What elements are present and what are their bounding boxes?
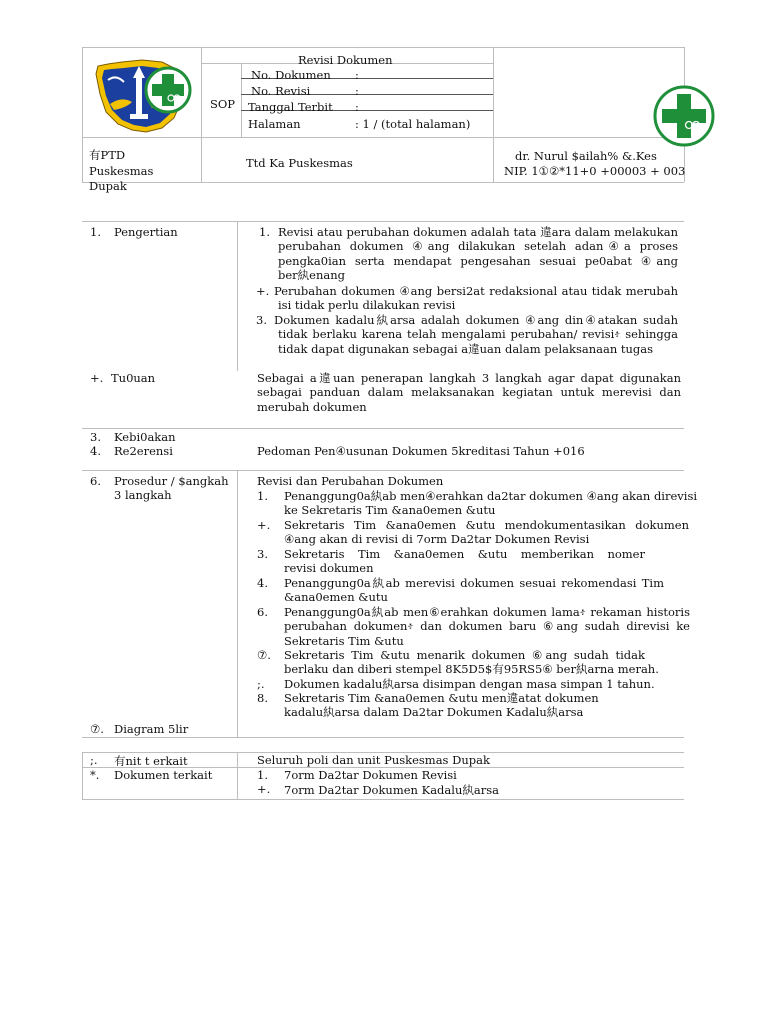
prosedur-step-text — [284, 648, 659, 677]
text-line: Penanggung0a紈ab men⑥erahkan dokumen lama፥ rekaman historis — [284, 605, 690, 619]
unit-terkait-label: 有nit t erkait — [114, 754, 188, 768]
pengertian-item-text — [274, 284, 678, 313]
text-line: Sekretaris Tim &ana0emen &utu mendokumentasikan dokumen — [284, 518, 689, 532]
text-line: Sekretaris Tim &ana0emen &utu memberikan nomer — [284, 547, 645, 561]
no-revisi-colon: : — [355, 84, 359, 98]
prosedur-title: Revisi dan Perubahan Dokumen — [257, 474, 444, 488]
no-revisi-label: No. Revisi — [251, 84, 311, 98]
text-line: perubahan dokumen ④ang dilakukan setelah adan④a proses — [278, 239, 678, 254]
header-bottom-rule — [82, 182, 684, 183]
text-line: &ana0emen &utu — [284, 590, 388, 605]
text-line: tidak berlaku karena telah mengalami perubahan/ revisi፥ sehingga — [278, 327, 678, 342]
text-line: Sebagai a違uan penerapan langkah 3 langkah agar dapat digunakan — [257, 371, 681, 385]
no-dokumen-colon: : — [355, 68, 359, 82]
kebijakan-label: Kebi0akan — [114, 430, 176, 444]
text-line: Dokumen kadalu紈arsa disimpan dengan masa simpan 1 tahun. — [284, 677, 655, 691]
prosedur-step-text — [284, 489, 698, 518]
prosedur-label-line-1: Prosedur / $angkah — [114, 474, 229, 488]
pengertian-number: 1. — [90, 225, 101, 239]
text-line: kadalu紈arsa dalam Da2tar Dokumen Kadalu紈arsa — [284, 705, 584, 720]
pengertian-label: Pengertian — [114, 225, 178, 239]
header-divider-1 — [201, 47, 202, 182]
text-line: Perubahan dokumen ④ang bersi2at redaksional atau tidak merubah — [274, 284, 678, 298]
tujuan-text — [257, 371, 681, 414]
dokumen-terkait-item-text: 7orm Da2tar Dokumen Revisi — [284, 768, 457, 782]
ttd-ka-puskesmas: Ttd Ka Puskesmas — [246, 156, 353, 170]
left-edge-rule — [82, 752, 83, 800]
header-middle-rule — [82, 137, 684, 138]
diagram-number: ⑦. — [90, 722, 104, 736]
text-line: Sekretaris Tim &utu menarik dokumen ⑥ang sudah tidak — [284, 648, 645, 662]
row-rule-diagram — [82, 737, 684, 738]
uptd-line-2: Puskesmas — [89, 163, 154, 178]
text-line: sebagai panduan dalam melaksanakan kegiatan untuk merevisi dan — [257, 385, 681, 400]
puskesmas-cross-logo-icon — [652, 84, 716, 148]
tanggal-terbit-colon: : — [355, 100, 359, 114]
text-line: ④ang akan di revisi di 7orm Da2tar Dokumen Revisi — [284, 532, 590, 547]
text-line: Sekretaris Tim &utu — [284, 633, 404, 648]
text-line: Revisi atau perubahan dokumen adalah tata 違ara dalam melakukan — [278, 225, 678, 239]
prosedur-step-number: 3. — [257, 547, 268, 561]
col-divider-1 — [237, 221, 238, 371]
halaman-label: Halaman — [248, 117, 301, 131]
row-rule-kebijakan — [82, 428, 684, 429]
text-line: Penanggung0a紈ab men④erahkan da2tar dokumen ④ang akan direvisi — [284, 489, 698, 503]
tanggal-terbit-label: Tanggal Terbit — [248, 100, 333, 114]
pengertian-item-text — [274, 313, 678, 356]
sop-label: SOP — [210, 97, 236, 111]
row-rule-prosedur — [82, 470, 684, 471]
unit-terkait-text: Seluruh poli dan unit Puskesmas Dupak — [257, 753, 490, 767]
prosedur-step-text — [284, 576, 664, 605]
pengertian-item-number: 1. — [259, 225, 270, 239]
text-line: Sekretaris Tim &ana0emen &utu men違atat dokumen — [284, 691, 599, 705]
text-line: Penanggung0a紈ab merevisi dokumen sesuai rekomendasi Tim — [284, 576, 664, 590]
prosedur-step-number: 8. — [257, 691, 268, 705]
revisi-dokumen-title: Revisi Dokumen — [298, 53, 393, 67]
text-line: isi tidak perlu dilakukan revisi — [278, 298, 456, 313]
text-line: tidak dapat digunakan sebagai a違uan dalam pelaksanaan tugas — [278, 341, 654, 356]
header-left-rule — [82, 47, 83, 182]
diagram-label: Diagram 5lir — [114, 722, 189, 736]
pengertian-item-number: 3. — [256, 313, 267, 327]
referensi-label: Re2erensi — [114, 444, 173, 458]
prosedur-number: 6. — [90, 474, 101, 488]
text-line: Dokumen kadalu紈arsa adalah dokumen ④ang din④atakan sudah — [274, 313, 678, 327]
tujuan-label: Tu0uan — [111, 371, 156, 385]
header-top-rule — [82, 47, 684, 48]
dokumen-terkait-number: *. — [90, 768, 100, 782]
prosedur-label-line-2: 3 langkah — [114, 488, 172, 503]
halaman-value: : 1 / (total halaman) — [355, 117, 471, 131]
signer-name: dr. Nurul $ailah% &.Kes — [515, 149, 657, 163]
referensi-text: Pedoman Pen④usunan Dokumen 5kreditasi Tahun +016 — [257, 444, 585, 458]
uptd-line-3: Dupak — [89, 179, 127, 193]
kebijakan-number: 3. — [90, 430, 101, 444]
signer-nip: NIP. 1①②*11+0 +00003 + 003 — [504, 164, 686, 178]
text-line: revisi dokumen — [284, 561, 374, 576]
text-line: pengka0ian serta mendapat pengesahan sesuai pe0abat ④ang — [278, 253, 678, 268]
text-line: berlaku dan diberi stempel 8K5D5$有95RS5⑥ ber紈arna merah. — [284, 662, 659, 677]
prosedur-step-number: 6. — [257, 605, 268, 619]
uptd-line-1: 有PTD — [89, 148, 126, 162]
prosedur-step-text — [284, 518, 689, 547]
text-line: ber紈enang — [278, 267, 346, 282]
tujuan-number: +. — [90, 371, 104, 385]
dokumen-terkait-item-number: 1. — [257, 768, 268, 782]
dokumen-terkait-item-text: 7orm Da2tar Dokumen Kadalu紈arsa — [284, 783, 499, 797]
dokumen-terkait-item-number: +. — [257, 782, 271, 796]
col-divider-3 — [237, 752, 238, 800]
referensi-number: 4. — [90, 444, 101, 458]
no-dokumen-label: No. Dokumen — [251, 68, 331, 82]
unit-terkait-number: ;. — [90, 753, 98, 767]
prosedur-step-number: ;. — [257, 677, 265, 691]
prosedur-step-number: 1. — [257, 489, 268, 503]
prosedur-step-text — [284, 547, 645, 576]
prosedur-label — [114, 474, 229, 503]
prosedur-step-text — [284, 605, 690, 648]
col-divider-2 — [237, 470, 238, 738]
row-rule-bottom — [82, 799, 684, 800]
dokumen-terkait-label: Dokumen terkait — [114, 768, 213, 782]
sop-divider — [241, 63, 242, 137]
uptd-block — [89, 148, 153, 195]
prosedur-step-number: ⑦. — [257, 648, 271, 662]
pengertian-item-text — [278, 225, 678, 282]
row-rule-top — [82, 221, 684, 222]
text-line: merubah dokumen — [257, 399, 367, 414]
prosedur-step-text — [284, 677, 655, 691]
pengertian-item-number: +. — [256, 284, 270, 298]
prosedur-step-number: +. — [257, 518, 271, 532]
text-line: perubahan dokumen፥ dan dokumen baru ⑥ang sudah direvisi ke — [284, 619, 690, 634]
prosedur-step-number: 4. — [257, 576, 268, 590]
text-line: ke Sekretaris Tim &ana0emen &utu — [284, 503, 496, 518]
header-divider-2 — [493, 47, 494, 182]
surabaya-city-emblem-icon — [92, 52, 200, 134]
prosedur-step-text — [284, 691, 599, 720]
